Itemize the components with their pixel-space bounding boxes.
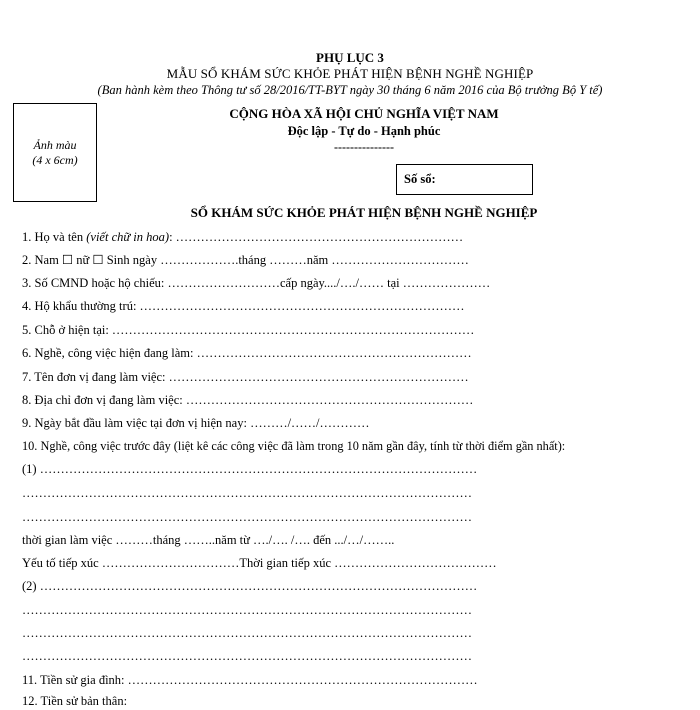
field-full-name-label: 1. Họ và tên: [22, 230, 87, 244]
previous-job-1-line: ………………………………………………………………………………………………: [22, 486, 472, 500]
previous-job-2-line: ………………………………………………………………………………………………: [22, 603, 472, 617]
field-full-name-hint: (viết chữ in hoa): [86, 230, 170, 244]
field-current-occupation: 6. Nghề, công việc hiện đang làm: …………………………………………………………: [22, 346, 472, 360]
issued-by-note: (Ban hành kèm theo Thông tư số 28/2016/TT-BYT ngày 30 tháng 6 năm 2016 của Bộ trưởng Bộ Y tế): [97, 83, 603, 97]
form-title: MẪU SỔ KHÁM SỨC KHỎE PHÁT HIỆN BỆNH NGHỀ NGHIỆP: [166, 66, 534, 81]
field-gender-birthdate: 2. Nam ☐ nữ ☐ Sinh ngày ……………….tháng ………năm ……………………………: [22, 253, 469, 267]
field-permanent-address: 4. Hộ khẩu thường trú: ……………………………………………………………………: [22, 299, 465, 313]
appendix-heading: PHỤ LỤC 3: [316, 50, 384, 65]
national-motto: Độc lập - Tự do - Hạnh phúc: [287, 124, 441, 138]
field-full-name-blank: : ……………………………………………………………: [169, 230, 464, 244]
main-title: SỔ KHÁM SỨC KHỎE PHÁT HIỆN BỆNH NGHỀ NGHIỆP: [190, 205, 538, 220]
photo-label: Ảnh màu: [33, 137, 77, 152]
field-employer-name: 7. Tên đơn vị đang làm việc: ………………………………………………………………: [22, 370, 469, 384]
field-id-card: 3. Số CMND hoặc hộ chiếu: ………………………cấp ngày..../…./…… tại …………………: [22, 276, 491, 290]
book-number-label: Số sổ:: [404, 172, 436, 186]
field-family-history: 11. Tiền sử gia đình: …………………………………………………………………………: [22, 673, 478, 687]
field-full-name: [22, 228, 463, 246]
field-employer-address: 8. Địa chỉ đơn vị đang làm việc: ……………………………………………………………: [22, 393, 474, 407]
field-previous-jobs: 10. Nghề, công việc trước đây (liệt kê các công việc đã làm trong 10 năm gần đây, tính từ thời điểm gần nhất):: [22, 439, 566, 453]
photo-size-label: (4 x 6cm): [32, 152, 78, 167]
previous-job-2-line: ………………………………………………………………………………………………: [22, 626, 472, 640]
photo-placeholder-box: [13, 103, 97, 202]
motto-divider: ---------------: [334, 140, 394, 154]
previous-job-1-exposure: Yếu tố tiếp xúc ……………………………Thời gian tiếp xúc …………………………………: [22, 556, 497, 570]
previous-job-1-line: ………………………………………………………………………………………………: [22, 510, 472, 524]
previous-job-1: (1) ……………………………………………………………………………………………: [22, 462, 478, 476]
field-current-address: 5. Chỗ ở hiện tại: ……………………………………………………………………………: [22, 323, 475, 337]
field-personal-history: 12. Tiền sử bản thân:: [22, 694, 128, 708]
previous-job-2: (2) ……………………………………………………………………………………………: [22, 579, 478, 593]
previous-job-2-line: ………………………………………………………………………………………………: [22, 649, 472, 663]
book-number-box: [396, 164, 533, 195]
previous-job-1-duration: thời gian làm việc ………tháng ……..năm từ …./…. /…. đến .../…/……..: [22, 533, 395, 547]
field-start-date: 9. Ngày bắt đầu làm việc tại đơn vị hiện nay: ………/……/…………: [22, 416, 370, 430]
country-name: CỘNG HÒA XÃ HỘI CHỦ NGHĨA VIỆT NAM: [229, 106, 499, 121]
